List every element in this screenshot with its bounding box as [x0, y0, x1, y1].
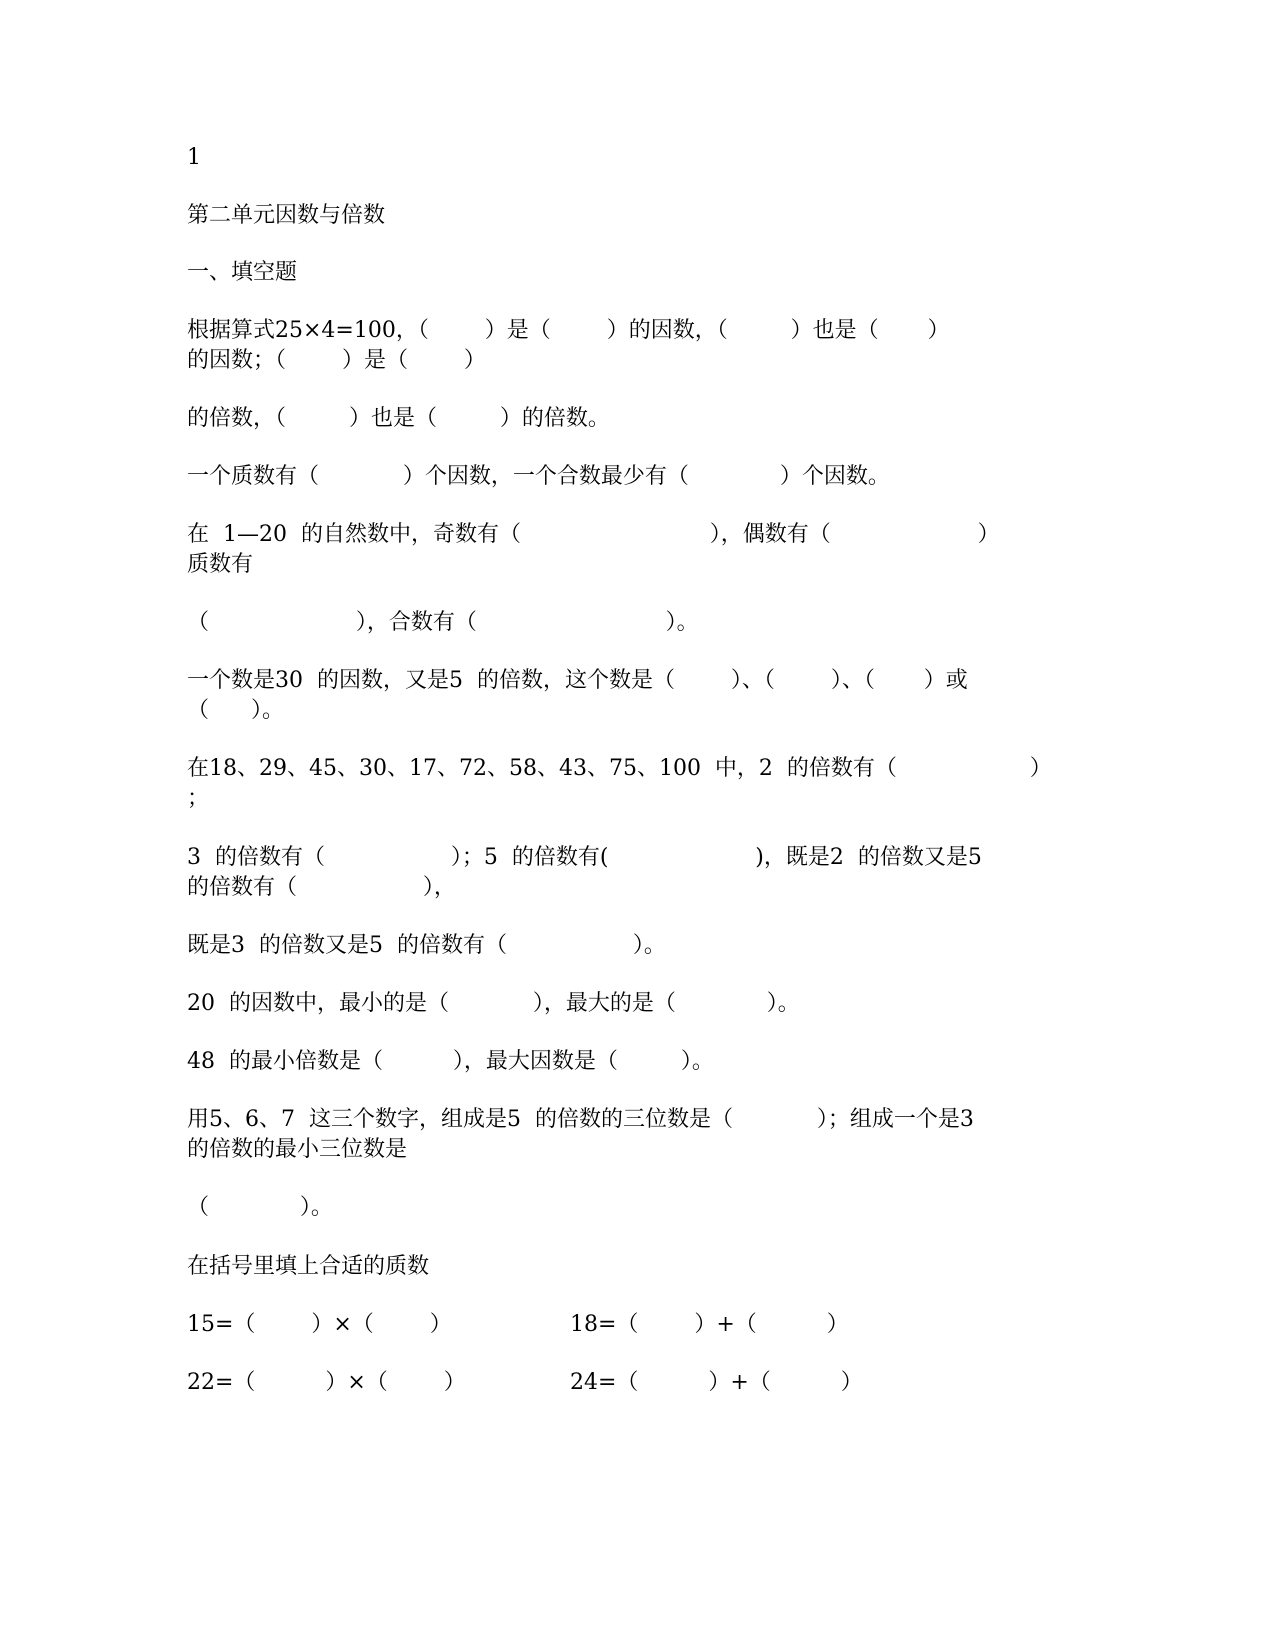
equation-right: 24=（ ）+（ ）: [570, 1370, 863, 1395]
question-line: 48 的最小倍数是（ ），最大因数是（ ）。: [187, 1049, 714, 1074]
question-line: ；: [187, 786, 210, 811]
question-line: 在18、29、45、30、17、72、58、43、75、100 中，2 的倍数有（ ）: [187, 756, 1052, 781]
question-line: 的倍数的最小三位数是: [187, 1137, 408, 1162]
question-line: 一个质数有（ ）个因数，一个合数最少有（ ）个因数。: [187, 464, 890, 489]
question-line: 用5、6、7 这三个数字，组成是5 的倍数的三位数是（ ）；组成一个是3: [187, 1107, 974, 1132]
section-heading: 一、填空题: [187, 260, 298, 285]
question-line: 20 的因数中，最小的是（ ），最大的是（ ）。: [187, 991, 800, 1016]
question-line: 在 1—20 的自然数中，奇数有（ ），偶数有（ ）: [187, 522, 1000, 547]
question-line: 在括号里填上合适的质数: [187, 1254, 430, 1279]
equation-left: 15=（ ）×（ ）: [187, 1312, 452, 1337]
question-line: 一个数是30 的因数，又是5 的倍数，这个数是（ ）、（ ）、（ ）或: [187, 668, 968, 693]
question-line: 根据算式25×4=100，（ ）是（ ）的因数，（ ）也是（ ）: [187, 318, 950, 343]
page-title: 第二单元因数与倍数: [187, 203, 386, 228]
question-line: 质数有: [187, 552, 254, 577]
question-line: （ ）。: [187, 1195, 333, 1220]
question-line: 3 的倍数有（ ）；5 的倍数有( )，既是2 的倍数又是5: [187, 845, 982, 870]
equation-right: 18=（ ）+（ ）: [570, 1312, 849, 1337]
question-line: （ ）。: [187, 698, 284, 723]
question-line: （ ），合数有（ ）。: [187, 610, 699, 635]
page-number: 1: [187, 145, 201, 170]
equation-left: 22=（ ）×（ ）: [187, 1370, 466, 1395]
question-line: 的倍数有（ ），: [187, 875, 456, 900]
question-line: 的因数；（ ）是（ ）: [187, 348, 486, 373]
question-line: 既是3 的倍数又是5 的倍数有（ ）。: [187, 933, 666, 958]
question-line: 的倍数，（ ）也是（ ）的倍数。: [187, 406, 610, 431]
